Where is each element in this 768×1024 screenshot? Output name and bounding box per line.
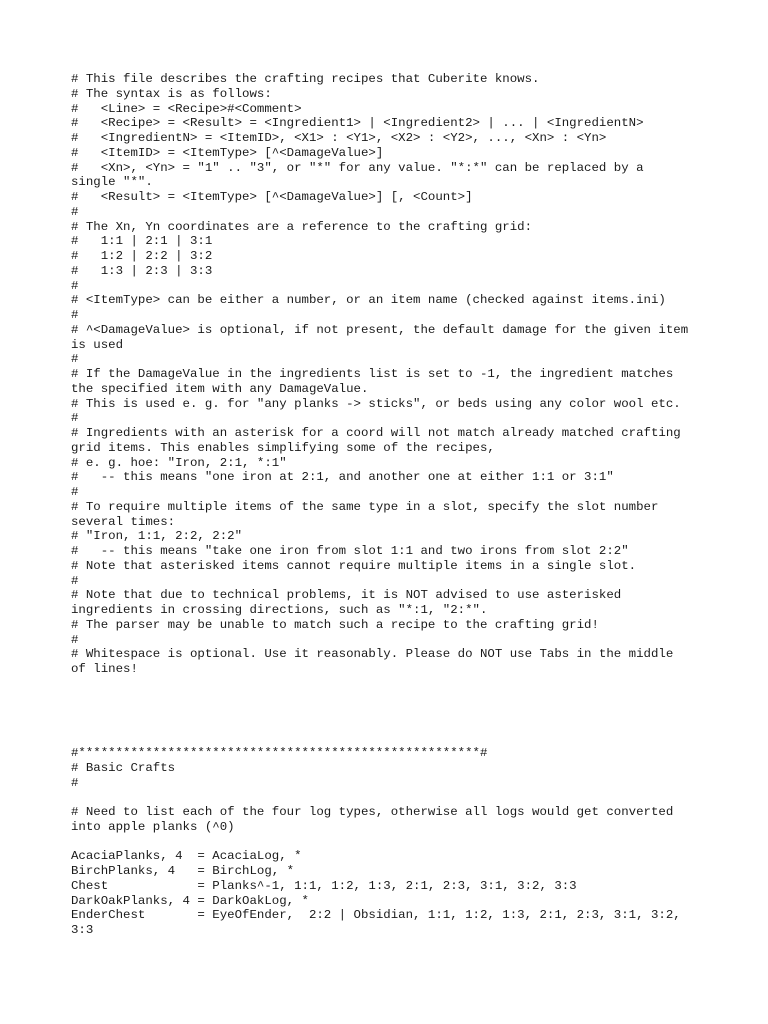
- text-line: # Whitespace is optional. Use it reasonably. Please do NOT use Tabs in the middle: [71, 647, 674, 662]
- header-comments: [71, 72, 711, 677]
- text-line: # The syntax is as follows:: [71, 86, 272, 101]
- text-line: is used: [71, 337, 124, 352]
- text-line: the specified item with any DamageValue.: [71, 381, 369, 396]
- text-line: # 1:3 | 2:3 | 3:3: [71, 263, 213, 278]
- text-line: # If the DamageValue in the ingredients list is set to -1, the ingredient matches: [71, 367, 674, 381]
- text-line: #: [71, 411, 79, 426]
- text-line: single "*".: [71, 175, 153, 190]
- text-line: # "Iron, 1:1, 2:2, 2:2": [71, 529, 243, 544]
- text-line: # Ingredients with an asterisk for a coord will not match already matched crafting: [71, 426, 681, 440]
- text-line: #: [71, 632, 79, 647]
- text-line: # ^<DamageValue> is optional, if not present, the default damage for the given item: [71, 322, 689, 337]
- text-line: [71, 790, 711, 805]
- text-line: # 1:1 | 2:1 | 3:1: [71, 234, 213, 249]
- text-line: #******************************************************#: [71, 746, 488, 760]
- text-line: # <ItemID> = <ItemType> [^<DamageValue>]: [71, 145, 384, 160]
- text-line: # This is used e. g. for "any planks -> sticks", or beds using any color wool etc.: [71, 396, 681, 411]
- text-line: # <Recipe> = <Result> = <Ingredient1> | <Ingredient2> | ... | <IngredientN>: [71, 116, 644, 131]
- text-line: # The parser may be unable to match such a recipe to the crafting grid!: [71, 617, 599, 632]
- text-line: #: [71, 573, 79, 588]
- text-line: #: [71, 308, 79, 322]
- text-line: # The Xn, Yn coordinates are a reference to the crafting grid:: [71, 219, 533, 234]
- text-line: EnderChest = EyeOfEnder, 2:2 | Obsidian, 1:1, 1:2, 1:3, 2:1, 2:3, 3:1, 3:2,: [71, 908, 681, 923]
- text-line: # Basic Crafts: [71, 760, 176, 775]
- text-line: BirchPlanks, 4 = BirchLog, *: [71, 864, 295, 878]
- text-line: [71, 835, 711, 850]
- text-line: # <IngredientN> = <ItemID>, <X1> : <Y1>, <X2> : <Y2>, ..., <Xn> : <Yn>: [71, 131, 607, 145]
- text-line: into apple planks (^0): [71, 819, 235, 834]
- text-line: grid items. This enables simplifying some of the recipes,: [71, 440, 495, 455]
- text-line: #: [71, 775, 79, 790]
- text-line: DarkOakPlanks, 4 = DarkOakLog, *: [71, 893, 309, 908]
- text-line: ingredients in crossing directions, such as "*:1, "2:*".: [71, 603, 488, 617]
- text-line: #: [71, 485, 79, 499]
- text-line: # -- this means "one iron at 2:1, and another one at either 1:1 or 3:1": [71, 470, 614, 485]
- text-line: # <Result> = <ItemType> [^<DamageValue>] [, <Count>]: [71, 190, 473, 204]
- text-line: # 1:2 | 2:2 | 3:2: [71, 249, 213, 263]
- text-line: #: [71, 352, 79, 367]
- text-line: #: [71, 278, 79, 293]
- text-line: # -- this means "take one iron from slot 1:1 and two irons from slot 2:2": [71, 544, 629, 558]
- text-line: # Note that due to technical problems, it is NOT advised to use asterisked: [71, 588, 622, 603]
- text-line: Chest = Planks^-1, 1:1, 1:2, 1:3, 2:1, 2:3, 3:1, 3:2, 3:3: [71, 878, 577, 893]
- text-line: # Note that asterisked items cannot require multiple items in a single slot.: [71, 558, 637, 573]
- text-line: of lines!: [71, 662, 138, 676]
- text-line: # <ItemType> can be either a number, or an item name (checked against items.ini): [71, 293, 666, 308]
- text-line: AcaciaPlanks, 4 = AcaciaLog, *: [71, 849, 302, 864]
- text-line: 3:3: [71, 923, 94, 937]
- text-line: # <Xn>, <Yn> = "1" .. "3", or "*" for any value. "*:*" can be replaced by a: [71, 160, 644, 175]
- text-line: # Need to list each of the four log types, otherwise all logs would get converted: [71, 805, 674, 819]
- text-line: # e. g. hoe: "Iron, 2:1, *:1": [71, 455, 287, 470]
- basic-crafts-section: [71, 746, 711, 938]
- text-line: several times:: [71, 514, 176, 529]
- text-line: # <Line> = <Recipe>#<Comment>: [71, 101, 302, 116]
- text-line: #: [71, 204, 79, 219]
- text-line: # This file describes the crafting recipes that Cuberite knows.: [71, 72, 540, 86]
- text-line: # To require multiple items of the same type in a slot, specify the slot number: [71, 499, 659, 514]
